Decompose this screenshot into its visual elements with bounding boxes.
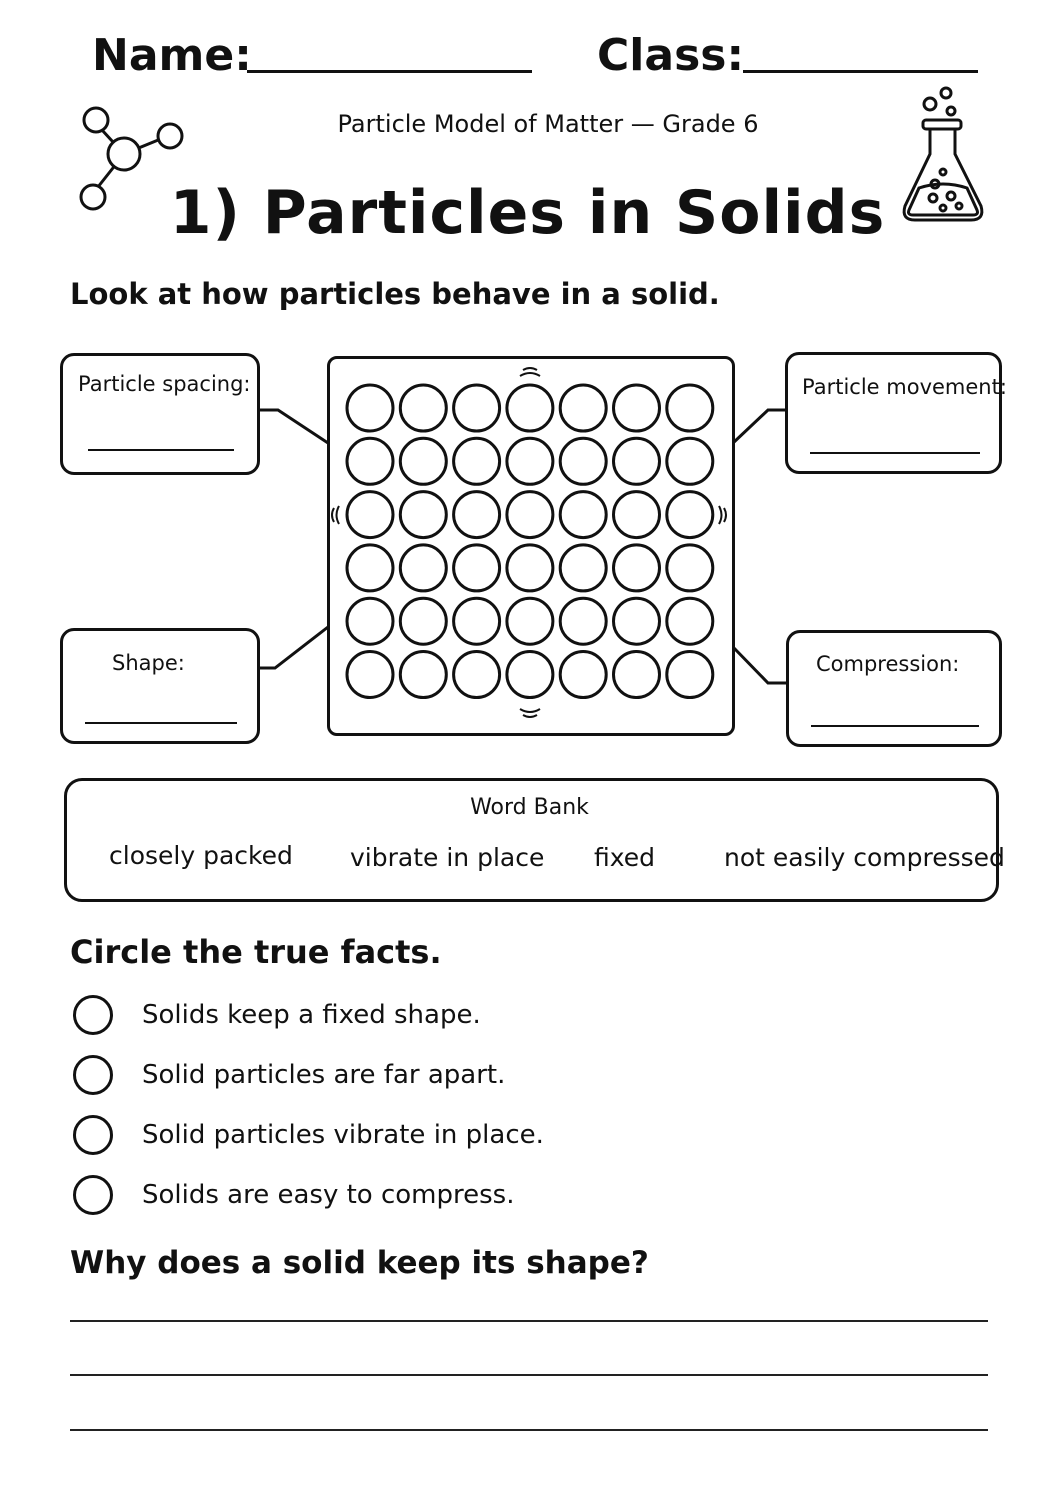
shape-answer-field[interactable] [85,722,237,724]
particle [614,545,660,591]
particle [560,492,606,538]
particle [667,438,713,484]
vibration-mark [520,709,540,712]
vibration-mark [724,508,726,522]
particle [400,492,446,538]
vibration-mark [520,373,540,376]
vibration-mark [332,508,334,522]
particle [454,652,500,698]
particle [667,545,713,591]
spacing-label-box [60,353,260,475]
facts-list [73,991,544,1219]
word-bank-word: not easily compressed [724,843,1005,872]
fact-text: Solids keep a fixed shape. [142,1000,481,1030]
particle [614,385,660,431]
compression-label: Compression: [816,652,960,676]
particle [507,598,553,644]
particle [560,545,606,591]
particle [347,492,393,538]
word-bank-word: vibrate in place [350,843,545,872]
particle [347,385,393,431]
answer-circle[interactable] [73,1115,113,1155]
list-item [73,1051,544,1099]
movement-answer-field[interactable] [810,452,980,454]
particle [667,385,713,431]
particle [347,652,393,698]
compression-answer-field[interactable] [811,725,979,727]
word-bank-title: Word Bank [470,795,589,820]
particle [400,545,446,591]
vibration-mark [719,506,722,524]
fact-text: Solid particles vibrate in place. [142,1120,544,1150]
particle [560,438,606,484]
subtitle: Particle Model of Matter — Grade 6 [337,110,759,138]
particle [400,652,446,698]
movement-label-box [785,352,1007,474]
answer-line[interactable] [70,1429,988,1431]
facts-heading: Circle the true facts. [70,933,442,971]
particle [507,438,553,484]
vibration-mark [523,715,537,717]
particle [507,492,553,538]
particle [507,545,553,591]
word-bank [64,778,1005,902]
answer-line[interactable] [70,1374,988,1376]
particle [454,598,500,644]
answer-circle[interactable] [73,1175,113,1215]
particle [507,652,553,698]
name-label: Name: [92,30,252,81]
particle [400,385,446,431]
particle [560,652,606,698]
question-prompt: Why does a solid keep its shape? [70,1245,649,1281]
particle [347,598,393,644]
movement-label: Particle movement: [802,375,1007,399]
fact-text: Solids are easy to compress. [142,1180,515,1210]
particle [614,652,660,698]
particle [614,438,660,484]
particle [667,598,713,644]
particle [614,492,660,538]
fact-text: Solid particles are far apart. [142,1060,506,1090]
answer-circle[interactable] [73,995,113,1035]
class-label: Class: [597,30,745,81]
particle [347,438,393,484]
particle-grid [327,356,735,736]
particle [614,598,660,644]
compression-label-box [786,630,1002,747]
particle [667,492,713,538]
particle [454,492,500,538]
vibration-mark [523,368,537,370]
spacing-label: Particle spacing: [78,372,251,396]
list-item [73,1111,544,1159]
shape-label-box [60,628,260,744]
word-bank-word: fixed [594,843,656,872]
particle [400,438,446,484]
list-item [73,1171,544,1219]
particle [454,385,500,431]
particle [560,385,606,431]
particle [347,545,393,591]
word-bank-word: closely packed [109,841,293,870]
particle [400,598,446,644]
particle [507,385,553,431]
answer-line[interactable] [70,1320,988,1322]
particle [454,438,500,484]
list-item [73,991,544,1039]
shape-label: Shape: [112,651,185,675]
instruction-text: Look at how particles behave in a solid. [70,277,720,311]
spacing-answer-field[interactable] [88,449,234,451]
particle [667,652,713,698]
page-title: 1) Particles in Solids [169,178,886,248]
answer-circle[interactable] [73,1055,113,1095]
particle [454,545,500,591]
particle [560,598,606,644]
vibration-mark [337,506,340,524]
